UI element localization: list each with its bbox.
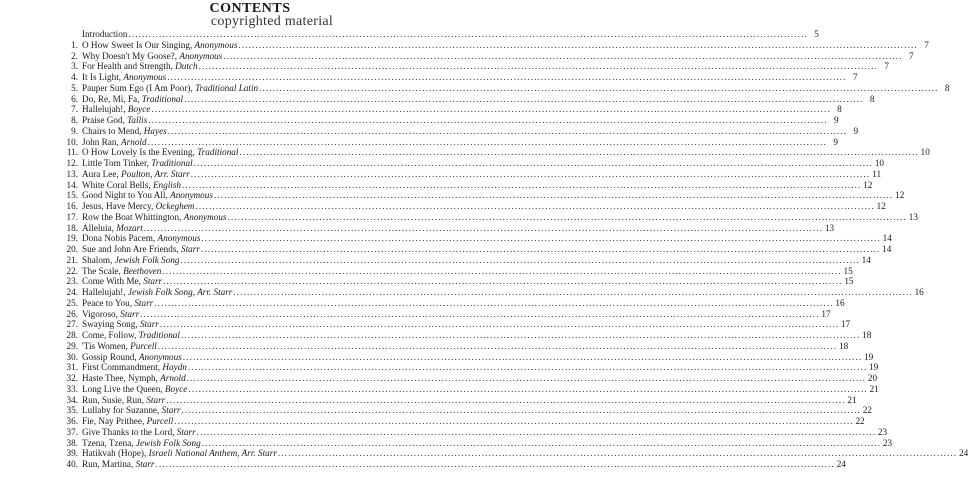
entry-number: 9. bbox=[71, 125, 78, 136]
entry-title-group bbox=[82, 40, 237, 51]
entry-attribution: Starr bbox=[139, 319, 159, 330]
entry-title-group bbox=[82, 158, 193, 169]
toc-entry[interactable] bbox=[58, 437, 893, 449]
entry-page-number: 8 bbox=[837, 104, 842, 115]
dot-leader bbox=[239, 147, 918, 158]
entry-number: 3. bbox=[71, 61, 78, 72]
entry-number: 6. bbox=[71, 93, 78, 104]
toc-entry[interactable] bbox=[58, 405, 872, 416]
entry-number: 10. bbox=[66, 136, 78, 147]
entry-page-number: 24 bbox=[959, 448, 968, 459]
dot-leader bbox=[156, 459, 835, 470]
entry-attribution: Traditional bbox=[151, 158, 193, 168]
entry-page-number: 17 bbox=[841, 319, 851, 330]
entry-title-group bbox=[82, 61, 198, 72]
entry-title: O How Sweet Is Our Singing, bbox=[82, 39, 193, 50]
entry-page-number: 16 bbox=[835, 297, 845, 308]
toc-entry[interactable] bbox=[58, 308, 831, 320]
entry-title-group bbox=[82, 352, 182, 363]
entry-attribution: Anonymous bbox=[194, 39, 238, 50]
dot-leader bbox=[191, 169, 870, 180]
entry-title-group bbox=[82, 287, 232, 298]
entry-attribution: Mozart bbox=[116, 222, 143, 233]
entry-title-group bbox=[82, 298, 153, 309]
dot-leader bbox=[148, 115, 827, 126]
entry-page-number: 15 bbox=[844, 276, 854, 287]
dot-leader bbox=[182, 405, 861, 416]
dot-leader bbox=[228, 212, 907, 223]
entry-title-group bbox=[82, 190, 213, 201]
entry-page-number: 11 bbox=[872, 168, 882, 179]
entry-title-group bbox=[82, 395, 165, 406]
entry-attribution: Anonymous bbox=[170, 190, 213, 201]
entry-page-number: 7 bbox=[884, 61, 889, 72]
table-of-contents bbox=[58, 29, 968, 470]
entry-number: 2. bbox=[71, 50, 78, 61]
dot-leader bbox=[168, 126, 847, 137]
entry-title: John Ran, bbox=[82, 136, 119, 147]
entry-page-number: 10 bbox=[920, 147, 930, 158]
entry-title: Good Night to You All, bbox=[82, 190, 168, 201]
entry-attribution: Starr bbox=[176, 426, 196, 437]
entry-number: 25. bbox=[66, 297, 78, 308]
dot-leader bbox=[188, 384, 867, 395]
entry-title: Give Thanks to the Lord, bbox=[82, 426, 175, 437]
entry-title: Introduction bbox=[82, 29, 128, 39]
entry-page-number: 22 bbox=[862, 405, 872, 416]
entry-page-number: 14 bbox=[861, 254, 871, 265]
entry-number: 1. bbox=[71, 39, 78, 50]
dot-leader bbox=[278, 448, 957, 459]
entry-title: Haste Thee, Nymph, bbox=[82, 373, 158, 383]
entry-number: 34. bbox=[66, 394, 78, 405]
entry-number: 40. bbox=[66, 459, 78, 469]
entry-title: Aura Lee, bbox=[82, 168, 119, 179]
dot-leader bbox=[259, 83, 938, 94]
entry-title: Run, Martina, bbox=[82, 459, 134, 469]
entry-title: Do, Re, Mi, Fa, bbox=[82, 93, 140, 104]
toc-entry[interactable] bbox=[58, 340, 849, 352]
entry-number: 37. bbox=[66, 426, 78, 437]
toc-entry[interactable] bbox=[58, 147, 930, 158]
toc-entry[interactable] bbox=[58, 168, 882, 180]
toc-entry[interactable] bbox=[58, 115, 839, 126]
entry-attribution: Starr bbox=[143, 276, 163, 287]
entry-title: Hallelujah!, bbox=[82, 104, 126, 115]
entry-attribution: Starr bbox=[161, 405, 181, 416]
entry-title-group bbox=[82, 94, 183, 105]
toc-entry[interactable] bbox=[58, 82, 950, 94]
entry-page-number: 18 bbox=[839, 340, 849, 351]
entry-title: Hatikvah (Hope), bbox=[82, 448, 147, 459]
entry-title: Praise God, bbox=[82, 115, 125, 125]
entry-number: 39. bbox=[66, 448, 78, 459]
toc-entry[interactable] bbox=[58, 50, 914, 62]
entry-page-number: 18 bbox=[862, 330, 872, 340]
entry-title: Long Live the Queen, bbox=[82, 383, 163, 394]
entry-page-number: 17 bbox=[821, 308, 831, 319]
entry-attribution: Haydn bbox=[162, 362, 187, 373]
entry-page-number: 8 bbox=[869, 93, 875, 104]
toc-entry[interactable] bbox=[58, 201, 886, 212]
dot-leader bbox=[223, 51, 902, 62]
entry-title: Come, Follow, bbox=[82, 330, 137, 340]
page-title: CONTENTS bbox=[209, 1, 291, 16]
entry-page-number: 7 bbox=[853, 72, 858, 82]
entry-title: White Coral Bells, bbox=[82, 179, 151, 190]
toc-entry[interactable] bbox=[58, 362, 879, 373]
entry-page-number: 13 bbox=[908, 211, 918, 222]
entry-title-group bbox=[82, 341, 157, 352]
entry-number: 30. bbox=[66, 351, 78, 362]
toc-entry[interactable] bbox=[58, 136, 838, 148]
toc-entry[interactable] bbox=[58, 93, 875, 105]
entry-attribution: Traditional bbox=[197, 147, 239, 158]
entry-title-group bbox=[82, 169, 190, 180]
entry-number: 21. bbox=[66, 254, 78, 265]
entry-title: First Commandment, bbox=[82, 362, 161, 373]
dot-leader bbox=[167, 72, 846, 83]
entry-attribution: Traditional bbox=[141, 93, 184, 104]
entry-page-number: 13 bbox=[824, 222, 835, 233]
entry-title: Row the Boat Whittington, bbox=[82, 211, 182, 222]
entry-attribution: Israeli National Anthem, Arr. Starr bbox=[148, 448, 277, 459]
entry-page-number: 8 bbox=[944, 82, 950, 93]
dot-leader bbox=[174, 416, 853, 427]
toc-entry[interactable] bbox=[58, 104, 842, 115]
dot-leader bbox=[181, 330, 860, 341]
toc-entry[interactable] bbox=[58, 265, 853, 277]
entry-attribution: Starr bbox=[134, 297, 154, 308]
entry-attribution: Anonymous bbox=[138, 351, 182, 362]
entry-title: Jesus, Have Mercy, bbox=[82, 201, 154, 211]
entry-number: 7. bbox=[71, 104, 78, 115]
entry-title-group bbox=[82, 147, 238, 158]
entry-number: 26. bbox=[66, 308, 78, 319]
toc-entry[interactable] bbox=[58, 287, 924, 298]
entry-attribution: Traditional Latin bbox=[195, 82, 259, 93]
dot-leader bbox=[202, 438, 881, 449]
entry-number: 5. bbox=[71, 82, 78, 93]
entry-page-number: 14 bbox=[882, 244, 892, 254]
dot-leader bbox=[160, 319, 839, 330]
entry-attribution: Tallis bbox=[127, 115, 148, 125]
entry-attribution: Jewish Folk Song bbox=[135, 437, 201, 448]
dot-leader bbox=[128, 29, 807, 40]
entry-number: 12. bbox=[66, 158, 78, 168]
toc-entry[interactable] bbox=[58, 297, 845, 309]
entry-page-number: 21 bbox=[847, 394, 857, 405]
entry-number: 16. bbox=[66, 201, 78, 211]
entry-title: Shalom, bbox=[82, 254, 113, 265]
entry-title-group bbox=[82, 255, 179, 266]
entry-title-group bbox=[82, 330, 180, 341]
entry-title: Little Tom Tinker, bbox=[82, 158, 149, 168]
entry-page-number: 14 bbox=[882, 233, 892, 244]
entry-number: 29. bbox=[66, 340, 78, 351]
entry-title-group bbox=[82, 72, 166, 83]
entry-number: 20. bbox=[66, 244, 78, 254]
dot-leader bbox=[162, 266, 841, 277]
entry-page-number: 7 bbox=[924, 39, 929, 50]
entry-attribution: Anonymous bbox=[157, 233, 201, 244]
entry-title-group bbox=[82, 244, 200, 255]
entry-title-group bbox=[82, 438, 201, 449]
entry-number: 17. bbox=[66, 211, 78, 222]
entry-number: 22. bbox=[66, 265, 78, 276]
entry-attribution: Starr bbox=[146, 394, 166, 405]
entry-title: Pauper Sum Ego (I Am Poor), bbox=[82, 82, 193, 93]
entry-number: 4. bbox=[71, 72, 78, 82]
dot-leader bbox=[187, 373, 866, 384]
entry-title-group bbox=[82, 362, 187, 373]
entry-page-number: 23 bbox=[877, 426, 888, 437]
entry-page-number: 15 bbox=[843, 265, 853, 276]
entry-title-group bbox=[82, 384, 187, 395]
entry-attribution: Hayes bbox=[143, 125, 167, 136]
toc-entry[interactable] bbox=[58, 373, 878, 384]
entry-page-number: 9 bbox=[853, 125, 859, 136]
entry-title-group bbox=[82, 416, 173, 427]
toc-entry[interactable] bbox=[58, 190, 905, 201]
entry-title-group bbox=[82, 29, 127, 40]
dot-leader bbox=[188, 362, 867, 373]
entry-title: Hallelujah!, bbox=[82, 287, 126, 297]
dot-leader bbox=[238, 40, 917, 51]
toc-entry[interactable] bbox=[58, 426, 888, 438]
entry-attribution: Starr bbox=[120, 308, 140, 319]
entry-title-group bbox=[82, 266, 161, 277]
entry-number: 28. bbox=[66, 330, 78, 340]
entry-number: 19. bbox=[66, 233, 78, 244]
entry-attribution: Beethoven bbox=[123, 265, 162, 276]
entry-attribution: Anonymous bbox=[179, 50, 223, 61]
entry-attribution: Arnold bbox=[160, 373, 186, 383]
entry-attribution: Boyce bbox=[164, 383, 188, 394]
entry-number: 24. bbox=[66, 287, 78, 297]
entry-attribution: Jewish Folk Song bbox=[114, 254, 180, 265]
dot-leader bbox=[140, 309, 819, 320]
entry-number: 14. bbox=[66, 179, 78, 190]
dot-leader bbox=[182, 180, 861, 191]
entry-title-group bbox=[82, 201, 194, 212]
entry-page-number: 9 bbox=[833, 136, 838, 147]
entry-title: For Health and Strength, bbox=[82, 61, 173, 72]
entry-page-number: 9 bbox=[834, 115, 839, 125]
entry-title-group bbox=[82, 126, 167, 137]
entry-attribution: Purcell bbox=[146, 416, 174, 426]
entry-page-number: 20 bbox=[867, 373, 878, 383]
entry-title: Peace to You, bbox=[82, 297, 133, 308]
entry-page-number: 12 bbox=[895, 190, 905, 201]
entry-number: 15. bbox=[66, 190, 78, 201]
entry-number: 8. bbox=[71, 115, 78, 125]
toc-entry[interactable] bbox=[58, 233, 892, 244]
dot-leader bbox=[233, 287, 912, 298]
entry-page-number: 23 bbox=[882, 437, 893, 448]
toc-entry[interactable] bbox=[58, 351, 874, 363]
toc-entry[interactable] bbox=[58, 276, 854, 287]
entry-title-group bbox=[82, 459, 155, 470]
entry-attribution: Dutch bbox=[175, 61, 198, 72]
toc-entry[interactable] bbox=[58, 383, 879, 395]
entry-page-number: 22 bbox=[855, 416, 865, 426]
entry-title: 'Tis Women, bbox=[82, 340, 128, 351]
entry-attribution: Traditional bbox=[138, 330, 180, 340]
entry-title: Dona Nobis Pacem, bbox=[82, 233, 156, 244]
entry-title: Fie, Nay Prithee, bbox=[82, 416, 145, 426]
entry-title: Come With Me, bbox=[82, 276, 141, 287]
entry-attribution: Purcell bbox=[130, 340, 157, 351]
entry-title-group bbox=[82, 137, 147, 148]
entry-title: Lullaby for Suzanne, bbox=[82, 405, 160, 416]
entry-title-group bbox=[82, 309, 139, 320]
dot-leader bbox=[197, 427, 876, 438]
entry-number: 31. bbox=[66, 362, 78, 373]
entry-attribution: Starr bbox=[135, 459, 155, 469]
dot-leader bbox=[201, 244, 880, 255]
dot-leader bbox=[148, 137, 827, 148]
entry-number: 11. bbox=[66, 147, 78, 158]
entry-title: Alleluia, bbox=[82, 222, 114, 233]
toc-entry[interactable] bbox=[58, 222, 835, 234]
toc-entry[interactable] bbox=[58, 61, 889, 72]
toc-entry[interactable] bbox=[58, 158, 884, 169]
entry-title-group bbox=[82, 83, 258, 94]
dot-leader bbox=[166, 395, 845, 406]
entry-title-group bbox=[82, 180, 181, 191]
toc-entry[interactable] bbox=[58, 29, 819, 40]
entry-page-number: 7 bbox=[909, 50, 914, 61]
entry-title-group bbox=[82, 405, 181, 416]
entry-title: Swaying Song, bbox=[82, 319, 138, 330]
dot-leader bbox=[183, 352, 862, 363]
dot-leader bbox=[184, 94, 863, 105]
dot-leader bbox=[180, 255, 859, 266]
dot-leader bbox=[199, 61, 878, 72]
entry-page-number: 10 bbox=[874, 158, 884, 168]
entry-title-group bbox=[82, 51, 222, 62]
entry-title-group bbox=[82, 212, 227, 223]
entry-title: The Scale, bbox=[82, 265, 121, 276]
entry-number: 36. bbox=[66, 416, 78, 426]
toc-entry[interactable] bbox=[58, 254, 871, 266]
entry-number: 38. bbox=[66, 437, 78, 448]
entry-title: Why Doesn't My Goose?, bbox=[82, 50, 178, 61]
entry-page-number: 21 bbox=[869, 383, 879, 394]
entry-number: 13. bbox=[66, 168, 78, 179]
entry-attribution: Anonymous bbox=[183, 211, 227, 222]
dot-leader bbox=[151, 104, 830, 115]
entry-title: Vigoroso, bbox=[82, 308, 118, 319]
entry-number: 33. bbox=[66, 383, 78, 394]
entry-title-group bbox=[82, 319, 159, 330]
toc-entry[interactable] bbox=[58, 72, 858, 83]
dot-leader bbox=[214, 190, 893, 201]
entry-title-group bbox=[82, 223, 143, 234]
toc-entry[interactable] bbox=[58, 330, 872, 341]
entry-title-group bbox=[82, 115, 147, 126]
entry-title: Run, Susie, Run, bbox=[82, 394, 145, 405]
entry-attribution: Boyce bbox=[127, 104, 151, 115]
entry-title-group bbox=[82, 448, 277, 459]
toc-entry[interactable] bbox=[58, 244, 892, 255]
entry-number: 35. bbox=[66, 405, 78, 416]
entry-attribution: English bbox=[152, 179, 182, 190]
entry-title-group bbox=[82, 104, 150, 115]
toc-entry[interactable] bbox=[58, 39, 929, 51]
toc-entry[interactable] bbox=[58, 319, 851, 330]
dot-leader bbox=[195, 201, 874, 212]
entry-page-number: 16 bbox=[914, 287, 924, 297]
entry-attribution: Ockeghem bbox=[155, 201, 195, 211]
dot-leader bbox=[154, 298, 833, 309]
entry-attribution: Jewish Folk Song, Arr. Starr bbox=[127, 287, 233, 297]
toc-entry[interactable] bbox=[58, 459, 846, 470]
entry-title: Tzena, Tzena, bbox=[82, 437, 134, 448]
dot-leader bbox=[163, 276, 842, 287]
entry-title: Sue and John Are Friends, bbox=[82, 244, 179, 254]
entry-title-group bbox=[82, 373, 186, 384]
entry-page-number: 19 bbox=[863, 351, 874, 362]
toc-entry[interactable] bbox=[58, 448, 968, 459]
toc-entry[interactable] bbox=[58, 416, 865, 427]
entry-title: O How Lovely Is the Evening, bbox=[82, 147, 195, 158]
entry-title-group bbox=[82, 427, 196, 438]
dot-leader bbox=[158, 341, 837, 352]
entry-page-number: 12 bbox=[876, 201, 886, 211]
toc-entry[interactable] bbox=[58, 394, 857, 406]
entry-number: 23. bbox=[66, 276, 78, 287]
entry-number: 32. bbox=[66, 373, 78, 383]
entry-title: It Is Light, bbox=[82, 72, 122, 82]
toc-entry[interactable] bbox=[58, 125, 859, 137]
entry-page-number: 24 bbox=[836, 459, 846, 469]
entry-attribution: Starr bbox=[181, 244, 200, 254]
entry-attribution: Anonymous bbox=[123, 72, 167, 82]
entry-number: 18. bbox=[66, 222, 78, 233]
watermark: copyrighted material bbox=[210, 14, 334, 29]
entry-page-number: 5 bbox=[814, 29, 819, 39]
toc-entry[interactable] bbox=[58, 211, 918, 223]
toc-entry[interactable] bbox=[58, 179, 873, 191]
entry-title: Gossip Round, bbox=[82, 351, 137, 362]
entry-attribution: Arnold bbox=[121, 136, 147, 147]
entry-title: Chairs to Mend, bbox=[82, 125, 142, 136]
entry-attribution: Poulton, Arr. Starr bbox=[121, 168, 190, 179]
entry-number: 27. bbox=[66, 319, 78, 330]
entry-title-group bbox=[82, 276, 162, 287]
entry-page-number: 12 bbox=[863, 179, 873, 190]
dot-leader bbox=[201, 233, 880, 244]
entry-title-group bbox=[82, 233, 200, 244]
dot-leader bbox=[194, 158, 873, 169]
dot-leader bbox=[144, 223, 823, 234]
entry-page-number: 19 bbox=[869, 362, 879, 373]
